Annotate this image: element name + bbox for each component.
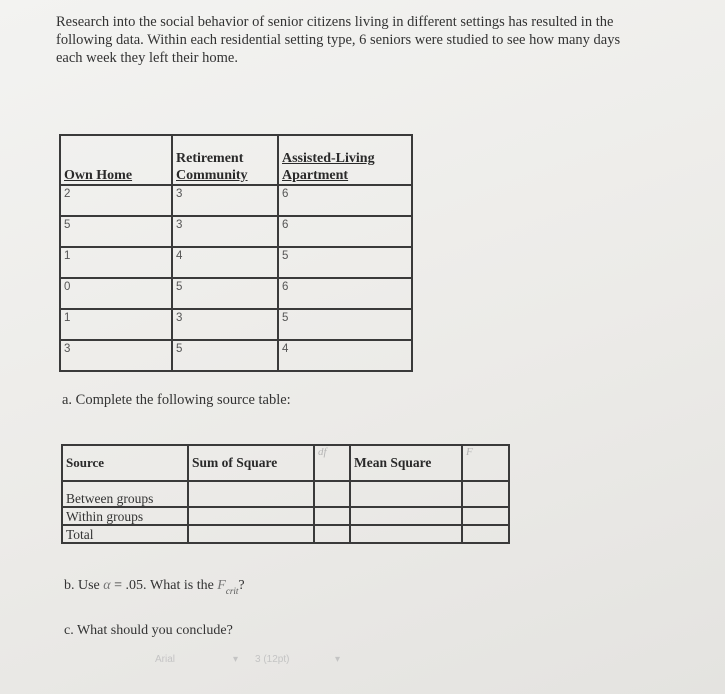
- cell-own: 1: [60, 309, 172, 340]
- table-row: [60, 216, 412, 247]
- cell-retirement: 4: [172, 247, 278, 278]
- header-own-home: Own Home: [60, 135, 172, 185]
- cell-retirement: 5: [172, 278, 278, 309]
- total-f-input[interactable]: [462, 525, 509, 543]
- crit-subscript: crit: [225, 586, 239, 596]
- cell-own: 0: [60, 278, 172, 309]
- question-c: c. What should you conclude?: [64, 623, 233, 638]
- cell-assisted: 5: [278, 309, 412, 340]
- table-row: [62, 507, 509, 525]
- data-table-header-row: [60, 135, 412, 185]
- table-row: [60, 247, 412, 278]
- data-table: [59, 134, 413, 372]
- header-df: df: [314, 445, 350, 481]
- row-label-within: Within groups: [62, 507, 188, 525]
- cell-own: 5: [60, 216, 172, 247]
- f-symbol: F: [217, 578, 226, 593]
- intro-line-3: each week they left their home.: [56, 50, 238, 66]
- font-size-select[interactable]: 3 (12pt): [255, 654, 290, 665]
- between-ms-input[interactable]: [350, 481, 462, 507]
- table-row: [62, 481, 509, 507]
- source-table: [61, 444, 510, 544]
- total-ms-input[interactable]: [350, 525, 462, 543]
- editor-toolbar: [155, 654, 355, 670]
- cell-retirement: 3: [172, 309, 278, 340]
- intro-line-1: Research into the social behavior of senior citizens living in different settings has resulted in the: [56, 14, 614, 30]
- cell-assisted: 6: [278, 278, 412, 309]
- cell-retirement: 3: [172, 185, 278, 216]
- table-row: [60, 309, 412, 340]
- cell-retirement: 3: [172, 216, 278, 247]
- chevron-down-icon[interactable]: ▾: [233, 654, 239, 665]
- cell-assisted: 4: [278, 340, 412, 371]
- font-select[interactable]: Arial: [155, 654, 176, 665]
- total-df-input[interactable]: [314, 525, 350, 543]
- within-ss-input[interactable]: [188, 507, 314, 525]
- row-label-total: Total: [62, 525, 188, 543]
- within-ms-input[interactable]: [350, 507, 462, 525]
- between-f-input[interactable]: [462, 481, 509, 507]
- between-df-input[interactable]: [314, 481, 350, 507]
- header-sum-of-square: Sum of Square: [188, 445, 314, 481]
- header-source: Source: [62, 445, 188, 481]
- within-f-input[interactable]: [462, 507, 509, 525]
- cell-own: 3: [60, 340, 172, 371]
- cell-assisted: 6: [278, 216, 412, 247]
- header-mean-square: Mean Square: [350, 445, 462, 481]
- alpha-symbol: α: [103, 578, 111, 593]
- cell-assisted: 6: [278, 185, 412, 216]
- question-a: a. Complete the following source table:: [62, 392, 291, 408]
- table-row: [62, 525, 509, 543]
- total-ss-input[interactable]: [188, 525, 314, 543]
- table-row: [60, 278, 412, 309]
- header-f: F: [462, 445, 509, 481]
- question-b: b. Use α = .05. What is the $F_{crit}$?: [64, 578, 245, 596]
- intro-paragraph: [56, 13, 686, 67]
- chevron-down-icon[interactable]: ▾: [335, 654, 341, 665]
- cell-own: 2: [60, 185, 172, 216]
- table-row: [60, 185, 412, 216]
- between-ss-input[interactable]: [188, 481, 314, 507]
- cell-assisted: 5: [278, 247, 412, 278]
- row-label-between: Between groups: [62, 481, 188, 507]
- table-row: [60, 340, 412, 371]
- within-df-input[interactable]: [314, 507, 350, 525]
- intro-line-2: following data. Within each residential setting type, 6 seniors were studied to see how many days: [56, 32, 621, 48]
- source-table-header-row: [62, 445, 509, 481]
- header-assisted-living: Assisted-Living Apartment: [278, 135, 412, 185]
- header-retirement-community: Retirement Community: [172, 135, 278, 185]
- cell-own: 1: [60, 247, 172, 278]
- cell-retirement: 5: [172, 340, 278, 371]
